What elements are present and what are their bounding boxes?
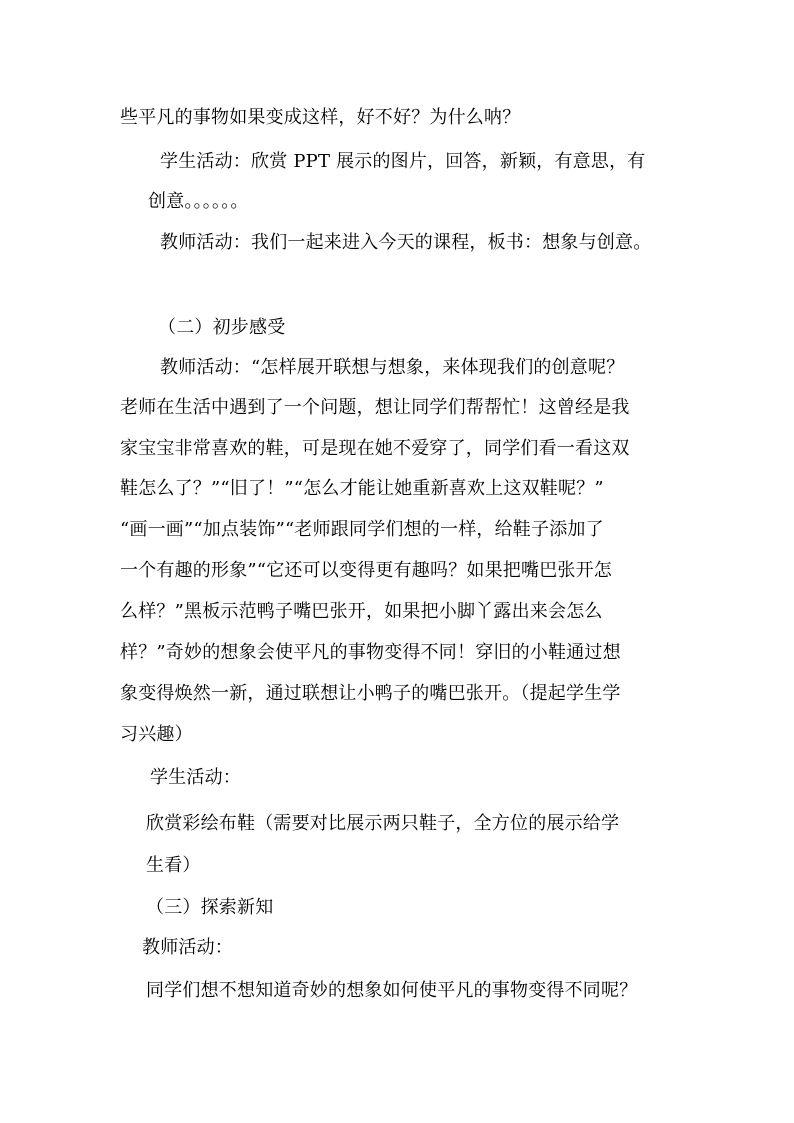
text-line: 教师活动：“怎样展开联想与想象，来体现我们的创意呢？ <box>160 357 625 378</box>
text-line: 习兴趣） <box>120 724 193 745</box>
text-line: 样？”奇妙的想象会使平凡的事物变得不同！穿旧的小鞋通过想 <box>120 642 621 663</box>
text-line: 鞋怎么了？”“旧了！”“怎么才能让她重新喜欢上这双鞋呢？” <box>120 478 604 499</box>
text-line: 教师活动：我们一起来进入今天的课程，板书：想象与创意。 <box>160 232 652 253</box>
text-line: 家宝宝非常喜欢的鞋，可是现在她不爱穿了，同学们看一看这双 <box>120 438 630 459</box>
text-line: “画一画”“加点装饰”“老师跟同学们想的一样，给鞋子添加了 <box>120 519 604 540</box>
text-line: 同学们想不想知道奇妙的想象如何使平凡的事物变得不同呢？ <box>146 980 638 1001</box>
text-line: 一个有趣的形象”“它还可以变得更有趣吗？如果把嘴巴张开怎 <box>120 560 613 581</box>
text-line: 欣赏彩绘布鞋（需要对比展示两只鞋子，全方位的展示给学 <box>146 813 620 834</box>
text-line: 老师在生活中遇到了一个问题，想让同学们帮帮忙！这曾经是我 <box>120 397 630 418</box>
text-line: 生看） <box>146 855 201 876</box>
text-line: 学生活动：欣赏 PPT 展示的图片，回答，新颖，有意思，有 <box>160 151 646 172</box>
text-line: 象变得焕然一新，通过联想让小鸭子的嘴巴张开。（提起学生学 <box>120 683 621 704</box>
text-line: 么样？”黑板示范鸭子嘴巴张开，如果把小脚丫露出来会怎么 <box>120 601 603 622</box>
text-line: 教师活动： <box>142 937 233 958</box>
section-heading: （二）初步感受 <box>158 317 286 338</box>
text-line: 些平凡的事物如果变成这样，好不好？为什么呐？ <box>120 107 521 128</box>
text-line: 创意。。。。。。 <box>148 191 249 212</box>
section-heading: （三）探索新知 <box>146 897 274 918</box>
text-line: 学生活动： <box>150 767 241 788</box>
